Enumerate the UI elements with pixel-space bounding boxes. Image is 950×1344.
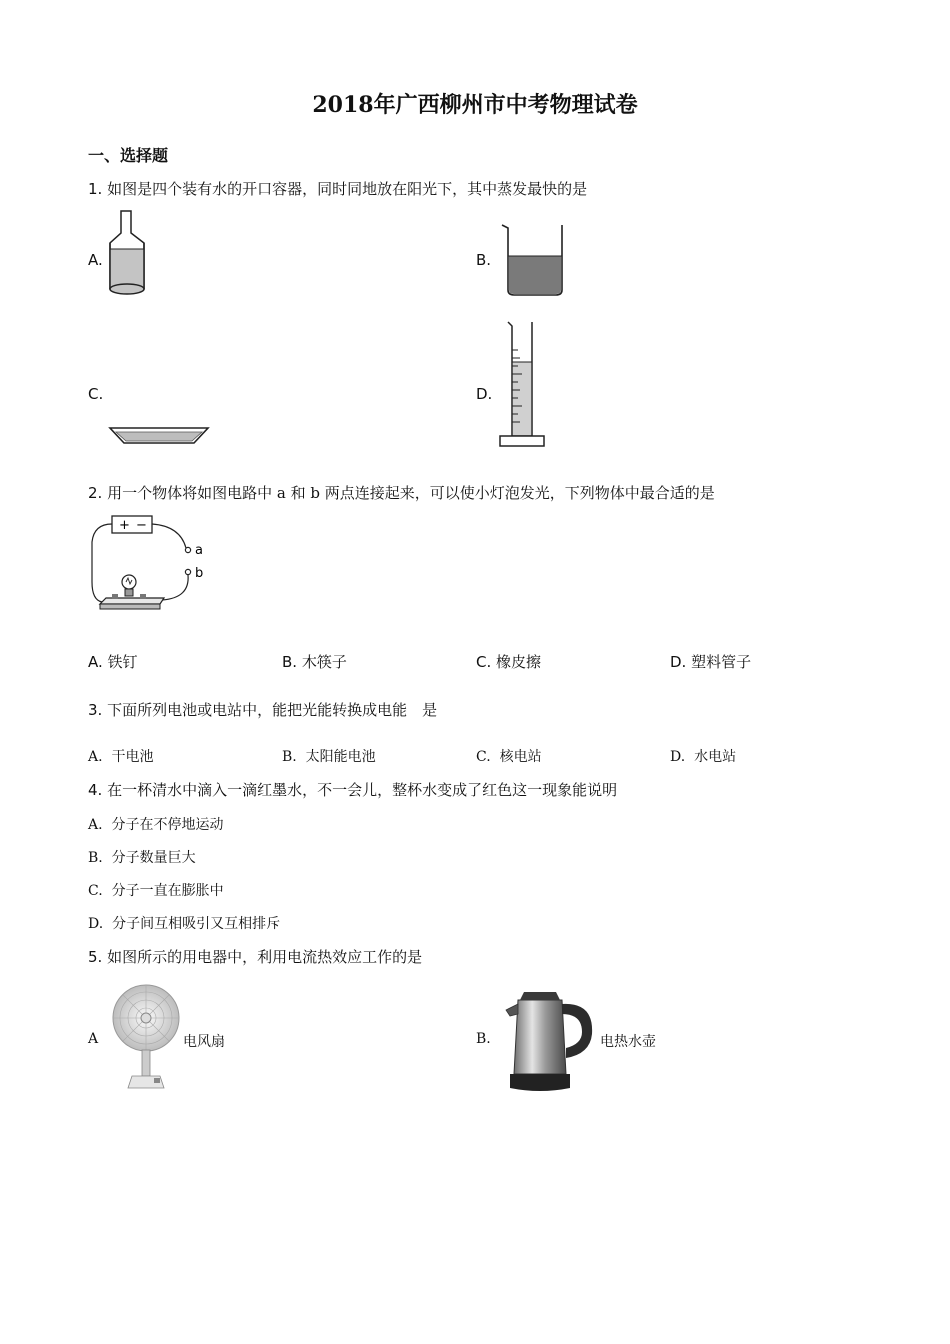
- option-key: B.: [88, 850, 103, 866]
- plate-icon[interactable]: [108, 425, 210, 447]
- option-key: C.: [476, 749, 491, 765]
- option-label-b[interactable]: B.: [476, 251, 492, 269]
- circuit-diagram: [88, 512, 218, 614]
- question-3: [88, 699, 437, 720]
- option-key: A.: [88, 749, 103, 765]
- battery-minus-sign: −: [136, 518, 147, 533]
- question-number: 5.: [88, 948, 103, 966]
- option-text: 分子数量巨大: [111, 850, 196, 866]
- option-text: 塑料管子: [691, 653, 752, 671]
- option-text: 木筷子: [301, 653, 347, 671]
- q2-option-b[interactable]: [282, 651, 347, 672]
- question-text: 如图所示的用电器中，利用电流热效应工作的是: [107, 948, 423, 966]
- option-key: B.: [282, 749, 297, 765]
- q3-option-c[interactable]: [476, 746, 542, 766]
- option-key: D.: [670, 653, 687, 671]
- q5-option-b-text: 电热水壶: [600, 1034, 656, 1050]
- q3-option-a[interactable]: [88, 746, 153, 766]
- option-text: 干电池: [111, 749, 154, 765]
- option-label-d[interactable]: D.: [476, 385, 493, 403]
- option-label-a[interactable]: A.: [88, 251, 103, 269]
- question-number: 4.: [88, 781, 103, 799]
- q2-option-d[interactable]: [670, 651, 751, 672]
- question-number: 2.: [88, 484, 103, 502]
- electric-kettle-icon[interactable]: [500, 988, 598, 1096]
- q4-option-d[interactable]: [88, 913, 280, 933]
- option-text: 分子在不停地运动: [111, 817, 224, 833]
- q2-option-a[interactable]: [88, 651, 138, 672]
- question-text: 下面所列电池或电站中，能把光能转换成电能 是: [107, 701, 438, 719]
- q5-option-b-key[interactable]: B.: [476, 1031, 491, 1047]
- graduated-cylinder-icon[interactable]: [496, 320, 548, 450]
- terminal-a-label: a: [195, 543, 203, 558]
- option-text: 水电站: [694, 749, 737, 765]
- question-2: [88, 482, 715, 503]
- q3-option-b[interactable]: [282, 746, 376, 766]
- section-heading: 一、选择题: [88, 146, 169, 165]
- option-key: A.: [88, 653, 103, 671]
- option-label-c[interactable]: C.: [88, 385, 104, 403]
- question-5: [88, 946, 422, 967]
- question-number: 1.: [88, 180, 103, 198]
- option-text: 分子一直在膨胀中: [111, 883, 224, 899]
- lamp-base: [100, 598, 164, 604]
- q4-option-c[interactable]: [88, 880, 224, 900]
- option-text: 核电站: [499, 749, 542, 765]
- q4-option-b[interactable]: [88, 847, 196, 867]
- question-4: [88, 779, 617, 800]
- q2-option-c[interactable]: [476, 651, 541, 672]
- option-key: D.: [670, 749, 686, 765]
- terminal-b: [185, 569, 190, 574]
- electric-fan-icon[interactable]: [110, 982, 182, 1094]
- bottle-icon[interactable]: [104, 209, 150, 297]
- q3-option-d[interactable]: [670, 746, 736, 766]
- beaker-icon[interactable]: [500, 222, 568, 298]
- option-text: 分子间互相吸引又互相排斥: [112, 916, 281, 932]
- terminal-a: [185, 547, 190, 552]
- option-key: B.: [282, 653, 298, 671]
- option-text: 橡皮擦: [496, 653, 542, 671]
- question-text: 用一个物体将如图电路中 a 和 b 两点连接起来，可以使小灯泡发光，下列物体中最合适的是: [107, 484, 715, 502]
- q4-option-a[interactable]: [88, 814, 223, 834]
- question-text: 在一杯清水中滴入一滴红墨水，不一会儿，整杯水变成了红色这一现象能说明: [107, 781, 618, 799]
- option-key: A.: [88, 817, 103, 833]
- battery-plus-sign: +: [119, 518, 130, 533]
- option-text: 铁钉: [107, 653, 138, 671]
- question-number: 3.: [88, 701, 103, 719]
- option-text: 太阳能电池: [305, 749, 376, 765]
- question-1: [88, 178, 587, 199]
- option-key: D.: [88, 916, 104, 932]
- terminal-b-label: b: [195, 566, 204, 581]
- q5-option-a-key[interactable]: A: [88, 1031, 99, 1047]
- option-key: C.: [476, 653, 492, 671]
- q5-option-a-text: 电风扇: [183, 1034, 225, 1050]
- page-title: 2018年广西柳州市中考物理试卷: [312, 92, 638, 118]
- question-text: 如图是四个装有水的开口容器，同时同地放在阳光下，其中蒸发最快的是: [107, 180, 588, 198]
- option-key: C.: [88, 883, 103, 899]
